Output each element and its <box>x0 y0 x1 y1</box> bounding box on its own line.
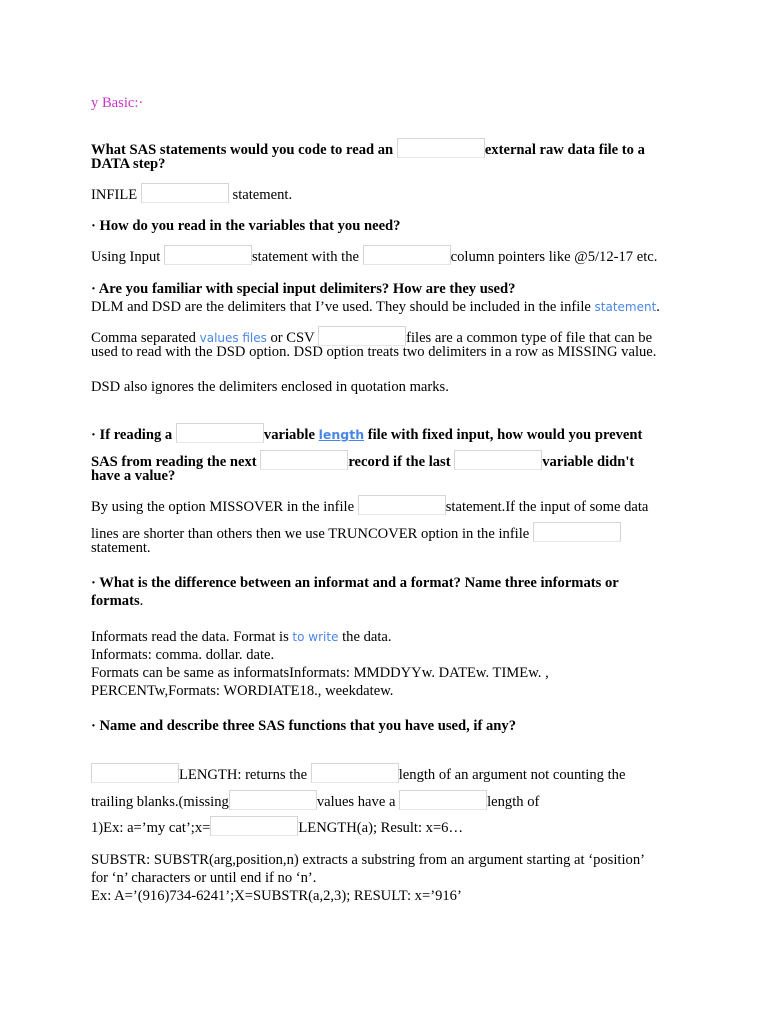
blank-box <box>176 423 264 443</box>
question-3: · Are you familiar with special input delimiters? How are they used? <box>91 281 516 297</box>
answer-5-line2: Informats: comma. dollar. date. <box>91 647 275 663</box>
question-5-line2 <box>91 593 143 610</box>
a6-text-c: trailing blanks.(missing <box>91 794 229 810</box>
answer-4-line3: statement. <box>91 540 151 556</box>
blank-box <box>91 763 179 783</box>
section-heading: y Basic:· <box>91 95 144 111</box>
answer-4-line2 <box>91 522 621 543</box>
blank-box <box>454 450 542 470</box>
q4-text-e: record if the last <box>348 454 451 470</box>
answer-6-line4: SUBSTR: SUBSTR(arg,position,n) extracts a substring from an argument starting at ‘position’ <box>91 852 645 868</box>
answer-5-line3: Formats can be same as informatsInformats: MMDDYYw. DATEw. TIMEw. , <box>91 665 549 681</box>
answer-6-line3 <box>91 816 463 837</box>
question-2: · How do you read in the variables that you need? <box>91 218 401 234</box>
blank-box <box>363 245 451 265</box>
answer-5-line4: PERCENTw,Formats: WORDIATE18., weekdatew. <box>91 683 394 699</box>
q1-text-b: external raw data file to a <box>484 142 645 158</box>
a6-text-d: values have a <box>316 794 396 810</box>
blank-box <box>141 183 229 203</box>
a6-text-a: LENGTH: returns the <box>179 767 308 783</box>
q4-text-f: variable didn't <box>542 454 635 470</box>
a3-text-c: or CSV <box>270 330 315 346</box>
blank-box <box>358 495 446 515</box>
a3-text-a: DLM and DSD are the delimiters that I’ve used. They should be included in the infile <box>91 299 591 315</box>
answer-6-line6: Ex: A=’(916)734-6241’;X=SUBSTR(a,2,3); RESULT: x=’916’ <box>91 888 462 904</box>
q5-text-b: formats <box>91 593 140 609</box>
q4-text-a: · If reading a <box>91 427 173 443</box>
question-4-line1 <box>91 423 642 444</box>
a3-text-d: files are a common type of file that can be <box>406 330 653 346</box>
question-1 <box>91 138 645 159</box>
a6-text-e: length of <box>487 794 540 810</box>
a5-text-b: the data. <box>342 629 392 645</box>
answer-6-line5: for ‘n’ characters or until end if no ‘n’. <box>91 870 317 886</box>
a2-text-b: statement with the <box>251 249 359 265</box>
a6-text-g: LENGTH(a); Result: x=6… <box>298 820 464 836</box>
answer-3-line4: DSD also ignores the delimiters enclosed in quotation marks. <box>91 379 449 395</box>
question-1-cont: DATA step? <box>91 156 166 172</box>
blank-box <box>210 816 298 836</box>
question-5-line1: · What is the difference between an informat and a format? Name three informats or <box>91 575 619 591</box>
answer-5-line1 <box>91 629 392 646</box>
a3-text-b: Comma separated <box>91 330 196 346</box>
question-4-line3: have a value? <box>91 468 176 484</box>
a1-text-a: INFILE <box>91 187 138 203</box>
a4-text-b: statement.If the input of some data <box>445 499 649 515</box>
answer-3-line3: used to read with the DSD option. DSD option treats two delimiters in a row as MISSING value. <box>91 344 657 360</box>
a5-text-a: Informats read the data. Format is <box>91 629 289 645</box>
values-link[interactable]: values <box>199 331 239 345</box>
question-6: · Name and describe three SAS functions that you have used, if any? <box>91 718 517 734</box>
a1-text-b: statement. <box>232 187 293 203</box>
answer-2 <box>91 245 657 266</box>
answer-3-line1 <box>91 299 660 316</box>
answer-1 <box>91 183 292 204</box>
blank-box <box>164 245 252 265</box>
to-write-link[interactable]: to write <box>292 630 339 644</box>
a2-text-a: Using Input <box>91 249 161 265</box>
files-link[interactable]: files <box>242 331 267 345</box>
blank-box <box>260 450 348 470</box>
statement-link[interactable]: statement <box>594 300 657 314</box>
blank-box <box>533 522 621 542</box>
a4-text-c: lines are shorter than others then we use TRUNCOVER option in the infile <box>91 526 530 542</box>
a3-period: . <box>656 299 660 315</box>
q4-text-b: variable <box>263 427 315 443</box>
answer-6-line1 <box>91 763 625 784</box>
a6-text-b: length of an argument not counting the <box>398 767 626 783</box>
blank-box <box>311 763 399 783</box>
answer-4-line1 <box>91 495 648 516</box>
a4-text-a: By using the option MISSOVER in the infile <box>91 499 355 515</box>
blank-box <box>318 326 406 346</box>
q4-text-d: SAS from reading the next <box>91 454 257 470</box>
q1-text-a: What SAS statements would you code to read an <box>91 142 394 158</box>
blank-box <box>229 790 317 810</box>
q5-period: . <box>139 593 144 609</box>
a2-text-c: column pointers like @5/12-17 etc. <box>450 249 658 265</box>
length-link[interactable]: length <box>318 427 365 442</box>
blank-box <box>399 790 487 810</box>
blank-box <box>397 138 485 158</box>
answer-6-line2 <box>91 790 539 811</box>
q4-text-c: file with fixed input, how would you prevent <box>367 427 643 443</box>
a6-text-f: 1)Ex: a=’my cat’;x= <box>91 820 211 836</box>
